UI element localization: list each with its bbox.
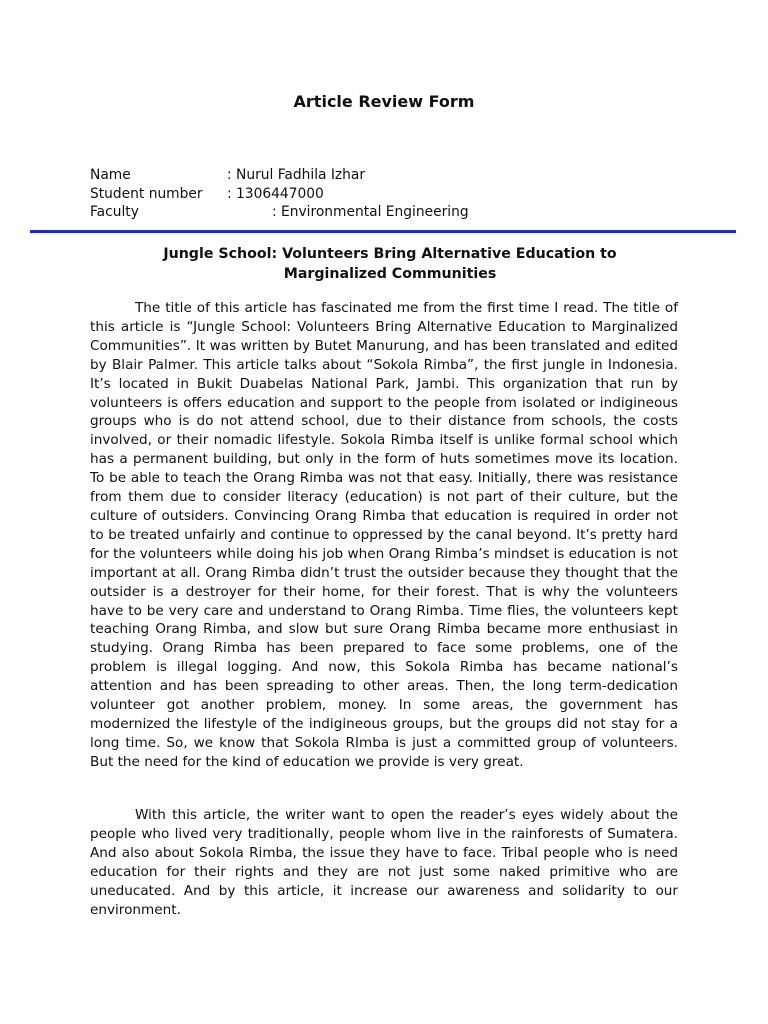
name-value: : Nurul Fadhila Izhar — [227, 167, 366, 183]
horizontal-rule — [30, 230, 736, 233]
article-title-line1: Jungle School: Volunteers Bring Alternative Education to — [163, 246, 617, 262]
student-number-value: : 1306447000 — [227, 185, 324, 202]
review-paragraph-1 — [90, 299, 678, 772]
article-title — [130, 244, 650, 284]
faculty-value: : Environmental Engineering — [272, 204, 469, 220]
student-number-label: Student number — [90, 185, 203, 202]
paragraph-2-text: With this article, the writer want to open the reader’s eyes widely about the people who lived very traditionally, people whom live in the rainforests of Sumatera. And also about Sokola Rimba, the issue they have to face. Tribal people who is need education for their rights and they are not just some naked primitive who are uneducated. And by this article, it increase our awareness and solidarity to our environment. — [90, 807, 678, 918]
article-title-line2: Marginalized Communities — [283, 266, 497, 282]
name-label: Name — [90, 167, 131, 183]
form-title: Article Review Form — [293, 92, 475, 111]
faculty-label: Faculty — [90, 204, 139, 220]
review-paragraph-2 — [90, 806, 678, 919]
paragraph-1-text: The title of this article has fascinated me from the first time I read. The title of this article is “Jungle School: Volunteers Bring Alternative Education to Marginalized Communities”. It was written by Butet Manurung, and has been translated and edited by Blair Palmer. This article talks about “Sokola Rimba”, the first jungle in Indonesia. It’s located in Bukit Duabelas National Park, Jambi. This organization that run by volunteers is offers education and support to the people from isolated or indigineous groups who is do not attend school, due to their distance from schools, the costs involved, or their nomadic lifestyle. Sokola Rimba itself is unlike formal school which has a permanent building, but only in the form of huts sometimes move its location. To be able to teach the Orang Rimba was not that easy. Initially, there was resistance from them due to consider literacy (education) is not part of their culture, but the culture of outsiders. Convincing Orang Rimba that education is required in order not to be treated unfairly and continue to oppressed by the canal beyond. It’s pretty hard for the volunteers while doing his job when Orang Rimba’s mindset is education is not important at all. Orang Rimba didn’t trust the outsider because they thought that the outsider is a destroyer for their home, for their forest. That is why the volunteers have to be very care and understand to Orang Rimba. Time flies, the volunteers kept teaching Orang Rimba, and slow but sure Orang Rimba became more enthusiast in studying. Orang Rimba has been prepared to face some problems, one of the problem is illegal logging. And now, this Sokola Rimba has became national’s attention and has been spreading to other areas. Then, the long term-dedication volunteer got another problem, money. In some areas, the government has modernized the lifestyle of the indigineous groups, but the groups did not stay for a long time. So, we know that Sokola RImba is just a committed group of volunteers. But the need for the kind of education we provide is very great. — [90, 300, 678, 770]
